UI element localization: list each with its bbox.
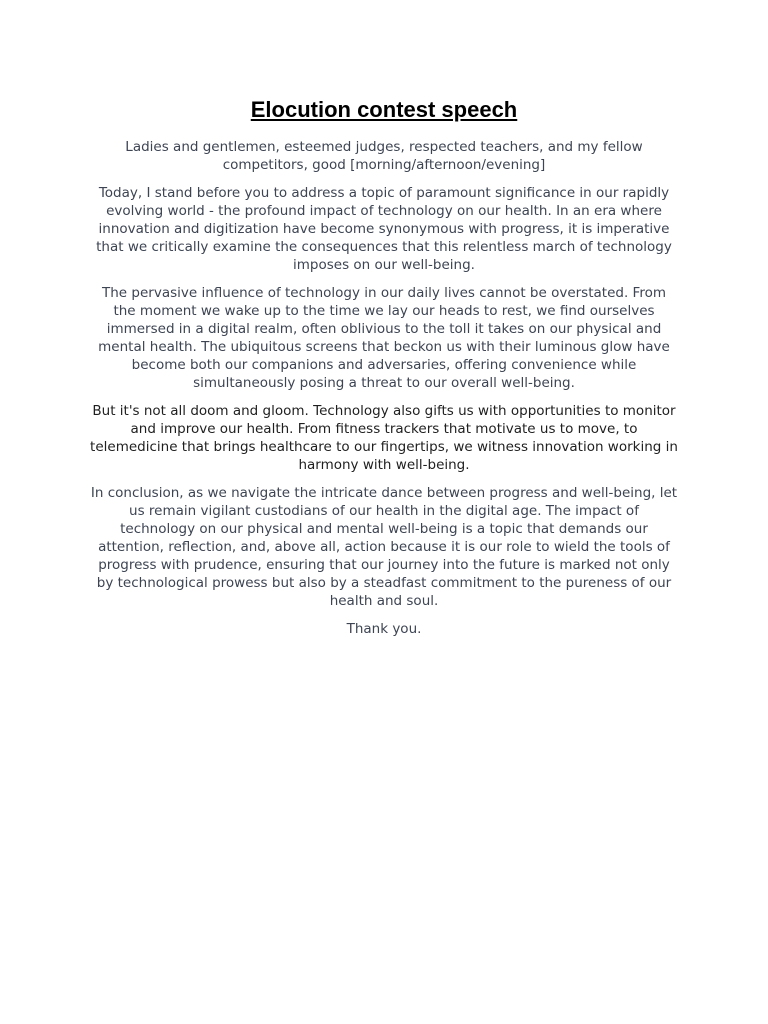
paragraph-opportunities: But it's not all doom and gloom. Technology also gifts us with opportunities to monitor and improve our health. From fitness trackers that motivate us to move, to telemedicine that brings healthcare to our fingertips, we witness innovation working in harmony with well-being. <box>90 403 678 473</box>
paragraph-greeting: Ladies and gentlemen, esteemed judges, respected teachers, and my fellow competitors, good [morning/afternoon/evening] <box>125 139 643 173</box>
paragraph-pervasive-influence: The pervasive influence of technology in our daily lives cannot be overstated. From the moment we wake up to the time we lay our heads to rest, we find ourselves immersed in a digital realm, often oblivious to the toll it takes on our physical and mental health. The ubiquitous screens that beckon us with their luminous glow have become both our companions and adversaries, offering convenience while simultaneously posing a threat to our overall well-being. <box>98 285 670 391</box>
document-title: Elocution contest speech <box>250 97 518 122</box>
paragraph-thank-you: Thank you. <box>346 621 422 637</box>
paragraph-introduction: Today, I stand before you to address a topic of paramount significance in our rapidly evolving world - the profound impact of technology on our health. In an era where innovation and digitization have become synonymous with progress, it is imperative that we critically examine the consequences that this relentless march of technology imposes on our well-being. <box>96 185 672 273</box>
document-page <box>90 96 678 648</box>
paragraph-conclusion: In conclusion, as we navigate the intricate dance between progress and well-being, let us remain vigilant custodians of our health in the digital age. The impact of technology on our physical and mental well-being is a topic that demands our attention, reflection, and, above all, action because it is our role to wield the tools of progress with prudence, ensuring that our journey into the future is marked not only by technological prowess but also by a steadfast commitment to the pureness of our health and soul. <box>90 485 678 609</box>
